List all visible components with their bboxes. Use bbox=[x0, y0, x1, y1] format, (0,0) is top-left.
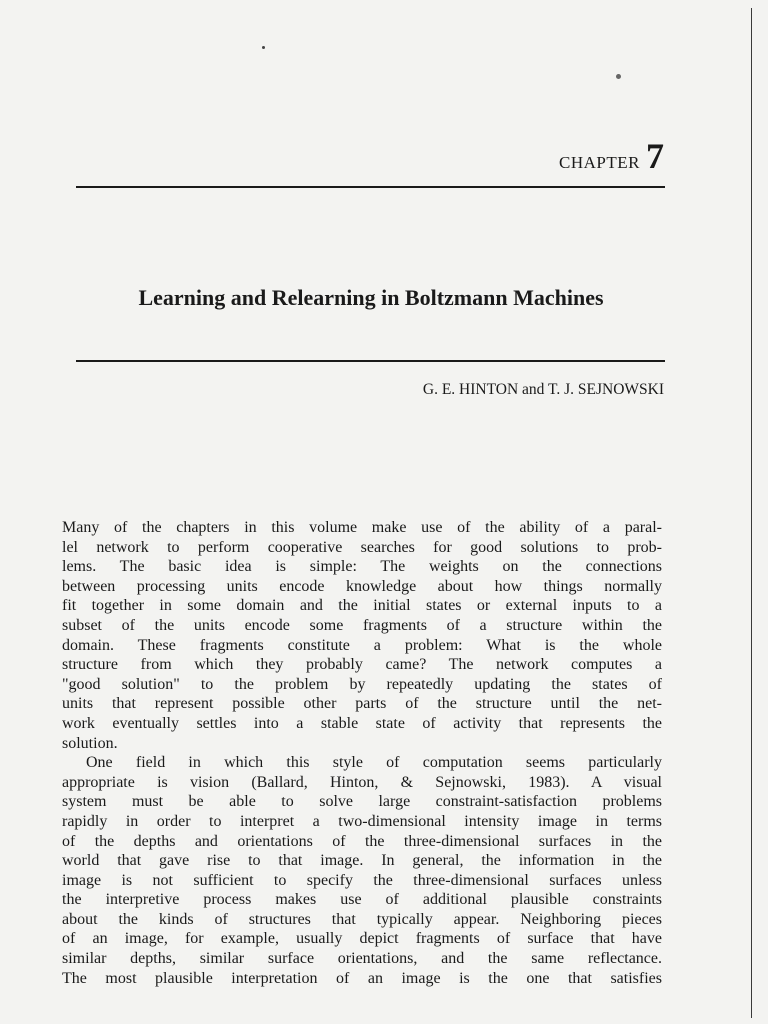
chapter-title: Learning and Relearning in Boltzmann Machines bbox=[138, 285, 604, 310]
body-line: work eventually settles into a stable state of activity that represents the bbox=[62, 714, 662, 732]
body-line: similar depths, similar surface orientations, and the same reflectance. bbox=[62, 950, 662, 968]
body-line: image is not sufficient to specify the three-dimensional surfaces unless bbox=[62, 871, 662, 889]
body-line: lems. The basic idea is simple: The weights on the connections bbox=[62, 558, 662, 576]
body-line: rapidly in order to interpret a two-dimensional intensity image in terms bbox=[62, 812, 662, 830]
body-line: Many of the chapters in this volume make use of the ability of a paral- bbox=[62, 519, 662, 536]
body-line: of the depths and orientations of the three-dimensional surfaces in the bbox=[62, 832, 662, 850]
body-line: subset of the units encode some fragments of a structure within the bbox=[62, 616, 662, 634]
chapter-number: 7 bbox=[646, 136, 664, 176]
body-line: fit together in some domain and the initial states or external inputs to a bbox=[62, 597, 662, 615]
body-line: structure from which they probably came? The network computes a bbox=[62, 656, 662, 674]
body-line: the interpretive process makes use of additional plausible constraints bbox=[62, 891, 662, 909]
body-text bbox=[62, 518, 662, 988]
scan-page-edge bbox=[751, 8, 752, 1018]
body-line: appropriate is vision (Ballard, Hinton, & Sejnowski, 1983). A visual bbox=[62, 773, 662, 791]
body-line: world that gave rise to that image. In general, the information in the bbox=[62, 852, 662, 870]
body-line: domain. These fragments constitute a problem: What is the whole bbox=[62, 636, 662, 654]
chapter-word: CHAPTER bbox=[559, 153, 640, 172]
body-line: "good solution" to the problem by repeatedly updating the states of bbox=[62, 675, 662, 693]
body-line: The most plausible interpretation of an image is the one that satisfies bbox=[62, 969, 662, 987]
body-line: One field in which this style of computation seems particularly bbox=[86, 754, 662, 772]
authors-line: G. E. HINTON and T. J. SEJNOWSKI bbox=[422, 381, 664, 398]
scan-speck bbox=[262, 46, 265, 49]
body-line: system must be able to solve large constraint-satisfaction problems bbox=[62, 793, 662, 811]
body-line: about the kinds of structures that typically appear. Neighboring pieces bbox=[62, 910, 662, 928]
chapter-heading bbox=[559, 138, 664, 174]
top-divider bbox=[76, 186, 665, 188]
body-line: solution. bbox=[62, 734, 118, 752]
body-line: between processing units encode knowledge about how things normally bbox=[62, 577, 662, 595]
body-line: lel network to perform cooperative searches for good solutions to prob- bbox=[62, 538, 662, 556]
scan-speck bbox=[616, 74, 621, 79]
title-divider bbox=[76, 360, 665, 362]
body-line: units that represent possible other parts of the structure until the net- bbox=[62, 695, 662, 713]
body-line: of an image, for example, usually depict fragments of surface that have bbox=[62, 930, 662, 948]
